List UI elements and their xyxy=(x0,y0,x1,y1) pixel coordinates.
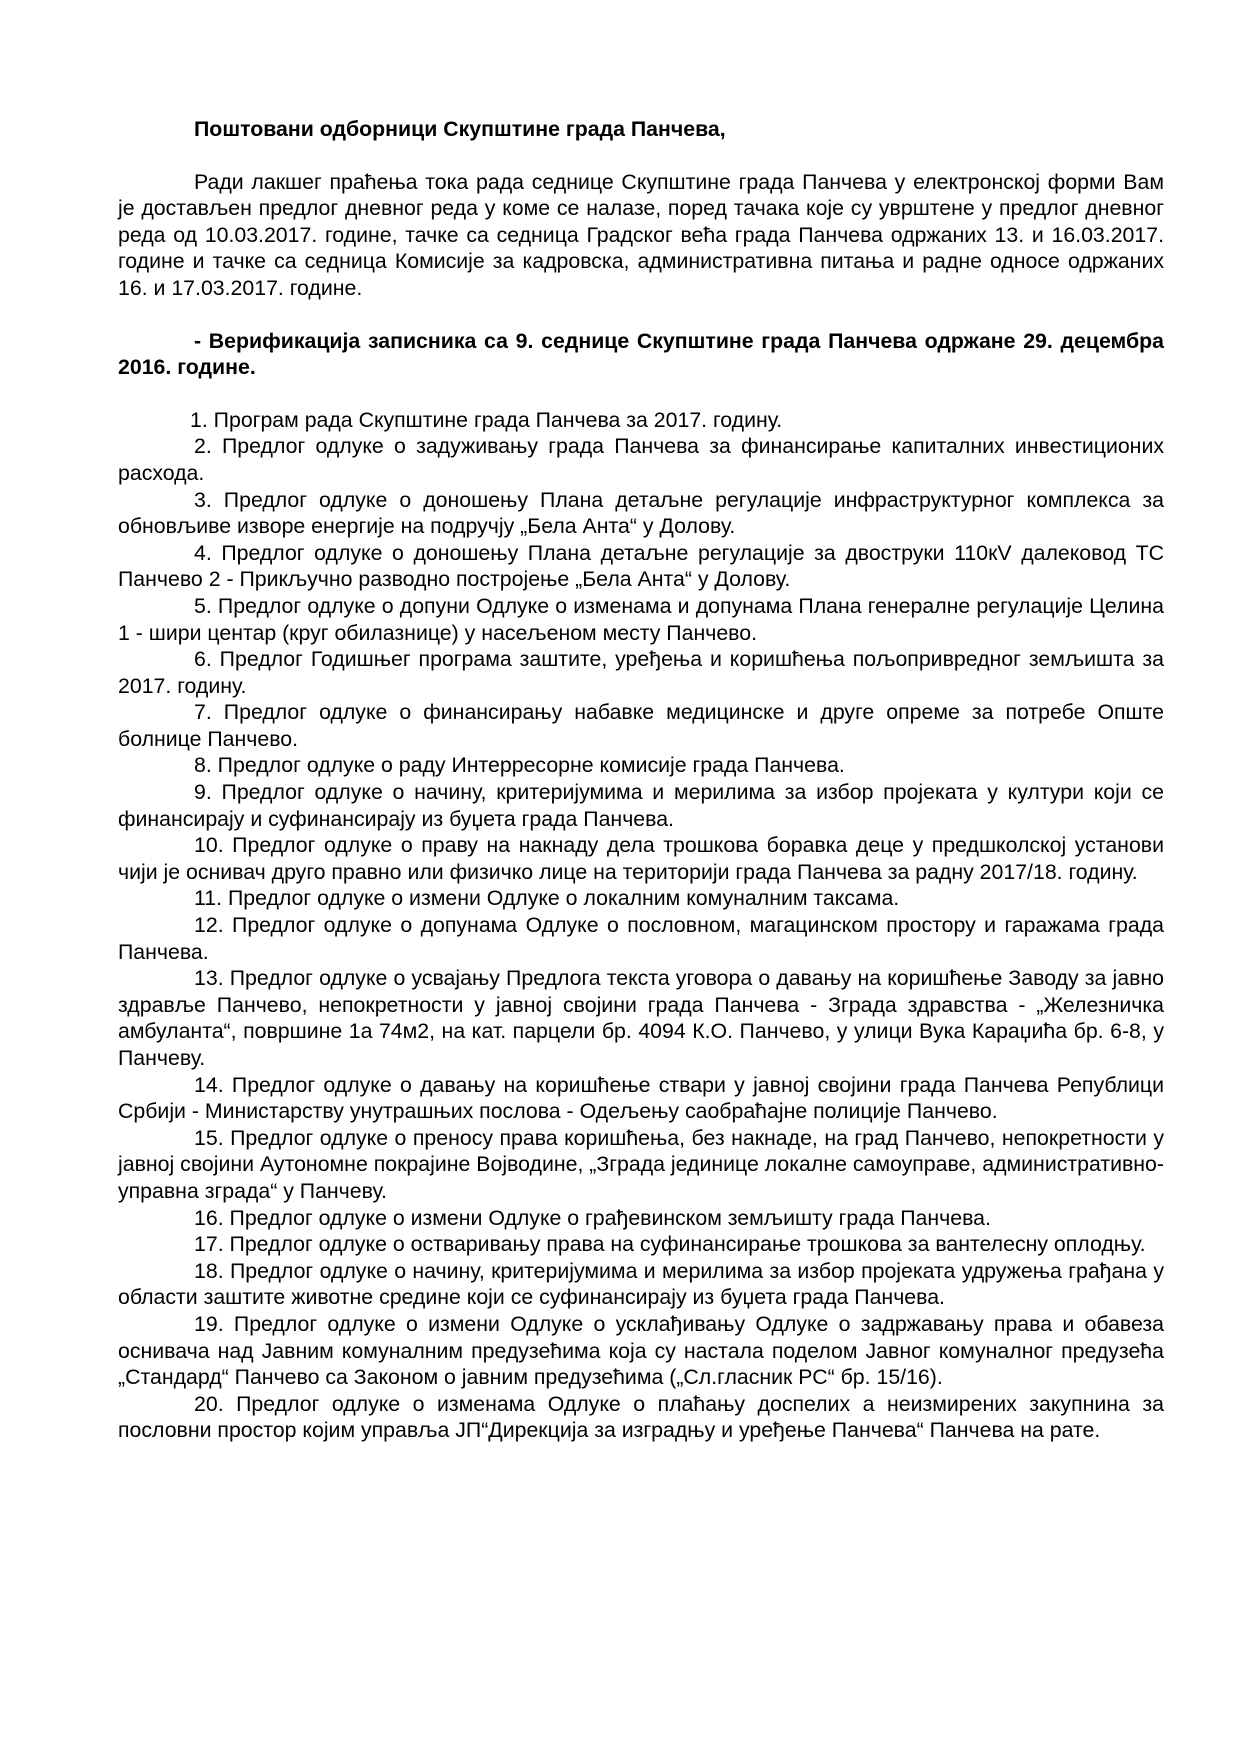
agenda-item: 6. Предлог Годишњег програма заштите, уређења и коришћења пољопривредног земљишта за 2017. годину. xyxy=(118,647,1164,698)
agenda-item: 15. Предлог одлуке о преносу права коришћења, без накнаде, на град Панчево, непокретности у јавној својини Аутономне покрајине Војводине, „Зграда јединице локалне самоуправе, административно-управна зграда“ у Панчеву. xyxy=(118,1125,1164,1203)
agenda-item: 3. Предлог одлуке о доношењу Плана детаљне регулације инфраструктурног комплекса за обновљиве изворе енергије на подручју „Бела Анта“ у Долову. xyxy=(118,487,1164,539)
agenda-item: 12. Предлог одлуке о допунама Одлуке о пословном, магацинском простору и гаражама града Панчева. xyxy=(118,913,1164,964)
agenda-item: 19. Предлог одлуке о измени Одлуке о усклађивању Одлуке о задржавању права и обавеза оснивача над Јавним комуналним предузећима која су настала поделом Јавног комуналног предузећа „Стандард“ Панчево са Законом о јавним предузећима („Сл.гласник РС“ бр. 15/16). xyxy=(118,1311,1164,1390)
agenda-item: 20. Предлог одлуке о изменама Одлуке о плаћању доспелих а неизмирених закупнина за пословни простор којим управља ЈП“Дирекција за изградњу и уређење Панчева“ Панчева на рате. xyxy=(118,1391,1164,1443)
document-page xyxy=(118,116,1164,1444)
agenda-item: 1. Програм рада Скупштине града Панчева за 2017. годину. xyxy=(190,407,783,432)
agenda-item: 7. Предлог одлуке о финансирању набавке медицинске и друге опреме за потребе Опште болнице Панчево. xyxy=(118,700,1164,751)
agenda-list xyxy=(118,407,1164,1444)
agenda-item: 8. Предлог одлуке о раду Интерресорне комисије града Панчева. xyxy=(194,753,845,778)
agenda-item: 18. Предлог одлуке о начину, критеријумима и мерилима за избор пројеката удружења грађана у области заштите животне средине који се суфинансирају из буџета града Панчева. xyxy=(118,1258,1164,1310)
agenda-item: 10. Предлог одлуке о праву на накнаду дела трошкова боравка деце у предшколској установи чији је оснивач друго правно или физичко лице на територији града Панчева за радну 2017/18. годину. xyxy=(118,833,1164,884)
minutes-verification-item: - Верификација записника са 9. седнице Скупштине града Панчева одржане 29. децембра 2016. године. xyxy=(118,328,1164,380)
agenda-item: 14. Предлог одлуке о давању на коришћење ствари у јавној својини града Панчева Републици Србији - Министарству унутрашњих послова - Одељењу саобраћајне полиције Панчево. xyxy=(118,1072,1164,1124)
intro-paragraph: Ради лакшег праћења тока рада седнице Скупштине града Панчева у електронској форми Вам је достављен предлог дневног реда у коме се налазе, поред тачака које су уврштене у предлог дневног реда од 10.03.2017. године, тачке са седница Градског већа града Панчева одржаних 13. и 16.03.2017. године и тачке са седница Комисије за кадровска, административна питања и радне односе одржаних 16. и 17.03.2017. године. xyxy=(118,169,1164,300)
agenda-item: 13. Предлог одлуке о усвајању Предлога текста уговора о давању на коришћење Заводу за јавно здравље Панчево, непокретности у јавној својини града Панчева - Зграда здравства - „Железничка амбуланта“, површине 1а 74м2, на кат. парцели бр. 4094 К.О. Панчево, у улици Вука Караџића бр. 6-8, у Панчеву. xyxy=(118,966,1164,1070)
agenda-item: 11. Предлог одлуке о измени Одлуке о локалним комуналним таксама. xyxy=(194,886,900,911)
agenda-item: 9. Предлог одлуке о начину, критеријумима и мерилима за избор пројеката у култури који се финансирају и суфинансирају из буџета града Панчева. xyxy=(118,780,1164,831)
agenda-item: 5. Предлог одлуке о допуни Одлуке о изменама и допунама Плана генералне регулације Целина 1 - шири центар (круг обилазнице) у насељеном месту Панчево. xyxy=(118,593,1164,645)
agenda-item: 4. Предлог одлуке о доношењу Плана детаљне регулације за двоструки 110кV далековод ТС Панчево 2 - Прикључно разводно постројење „Бела Анта“ у Долову. xyxy=(118,540,1164,592)
agenda-item: 17. Предлог одлуке о остваривању права на суфинансирање трошкова за вантелесну оплодњу. xyxy=(194,1232,1146,1257)
agenda-item: 16. Предлог одлуке о измени Одлуке о грађевинском земљишту града Панчева. xyxy=(194,1205,991,1230)
agenda-item: 2. Предлог одлуке о задуживању града Панчева за финансирање капиталних инвестиционих расхода. xyxy=(118,434,1164,485)
greeting-heading: Поштовани одборници Скупштине града Панчева, xyxy=(194,117,726,141)
